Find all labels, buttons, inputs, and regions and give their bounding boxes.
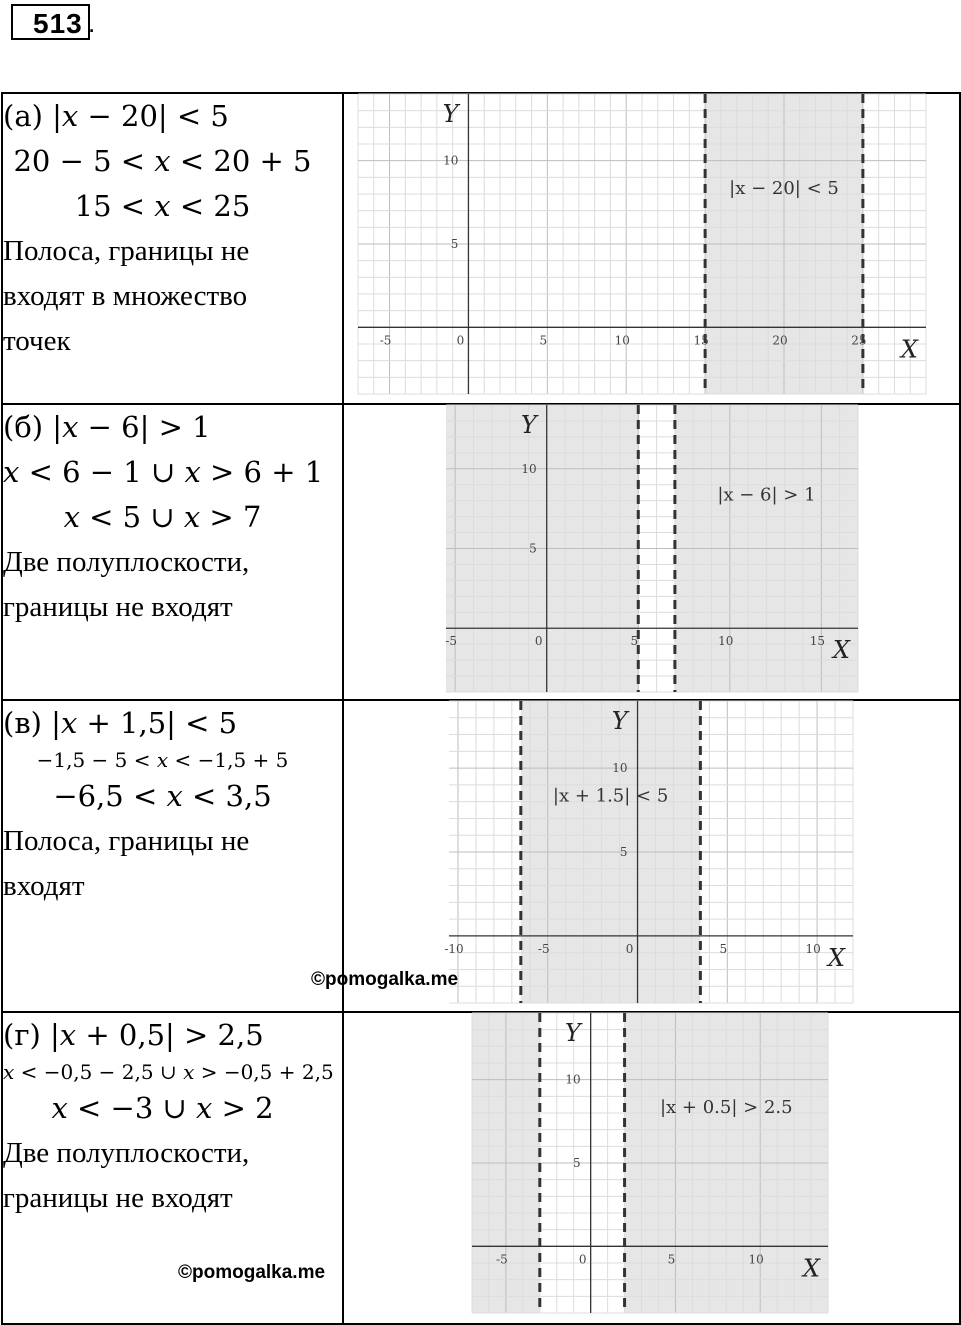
solution-line: 15 < 𝑥 < 25: [74, 189, 251, 223]
description-line: Полоса, границы не: [3, 235, 250, 267]
y-tick-label: 10: [565, 1072, 581, 1087]
table-row: [2, 404, 960, 700]
x-tick-label: 0: [578, 1252, 587, 1267]
y-tick-label: 5: [529, 541, 537, 556]
x-tick-label: 10: [805, 941, 821, 956]
x-axis-label: X: [827, 943, 845, 972]
watermark: ©pomogalka.me: [311, 969, 459, 990]
y-tick-label: 10: [521, 461, 537, 476]
x-tick-label: 10: [748, 1252, 764, 1267]
description-line: входят: [3, 870, 85, 902]
description-line: Полоса, границы не: [3, 825, 250, 857]
solution-line: 𝑥 < −0,5 − 2,5 ∪ 𝑥 > −0,5 + 2,5: [3, 1060, 334, 1084]
x-tick-label: 5: [630, 634, 639, 649]
x-tick-label: 15: [693, 333, 709, 348]
y-axis-label: Y: [520, 411, 537, 439]
graph-b: [446, 405, 858, 692]
graph-d: [472, 1013, 828, 1313]
x-tick-label: -5: [445, 634, 458, 649]
x-tick-label: 0: [456, 333, 465, 348]
description-line: границы не входят: [3, 591, 233, 623]
x-tick-label: 10: [718, 634, 734, 649]
y-tick-label: 5: [573, 1156, 581, 1170]
table-row: [2, 700, 960, 1012]
x-tick-label: 5: [539, 333, 548, 348]
solution-cell-a: [2, 93, 343, 404]
solution-line: 𝑥 < −3 ∪ 𝑥 > 2: [51, 1091, 274, 1125]
x-tick-label: 15: [809, 634, 826, 649]
x-tick-label: 0: [625, 941, 634, 956]
solution-line: (г) |𝑥 + 0,5| > 2,5: [3, 1018, 264, 1052]
solution-line: 𝑥 < 6 − 1 ∪ 𝑥 > 6 + 1: [3, 455, 324, 489]
x-axis-label: X: [802, 1254, 820, 1283]
problem-number: 513: [33, 8, 83, 39]
solution-cell-b: [2, 404, 343, 700]
x-tick-label: 10: [614, 333, 630, 348]
x-axis-label: X: [832, 636, 850, 665]
x-axis-label: X: [900, 335, 918, 364]
x-tick-label: -5: [379, 333, 392, 348]
solution-line: −6,5 < 𝑥 < 3,5: [53, 779, 272, 813]
y-axis-label: Y: [442, 100, 459, 128]
graph-cell-c: [343, 700, 960, 1012]
description-line: границы не входят: [3, 1182, 233, 1214]
region-label: |x − 6| > 1: [717, 484, 816, 506]
x-tick-label: 5: [667, 1252, 676, 1267]
x-tick-label: -10: [444, 941, 464, 956]
graph-cell-d: [343, 1012, 960, 1324]
solution-line: (а) |𝑥 − 20| < 5: [3, 99, 229, 133]
y-axis-label: Y: [611, 707, 628, 735]
solution-line: 𝑥 < 5 ∪ 𝑥 > 7: [63, 500, 262, 534]
y-tick-label: 5: [619, 845, 628, 859]
x-tick-label: 5: [719, 941, 728, 956]
watermark: ©pomogalka.me: [178, 1262, 326, 1283]
problem-number-dot: .: [88, 8, 96, 38]
solution-line: (б) |𝑥 − 6| > 1: [3, 410, 211, 444]
y-tick-label: 5: [450, 237, 459, 251]
solution-line: 20 − 5 < 𝑥 < 20 + 5: [13, 144, 312, 178]
x-tick-label: -5: [537, 941, 550, 956]
region-label: |x + 0.5| > 2.5: [659, 1097, 793, 1118]
solution-cell-c: [2, 700, 343, 1012]
y-axis-label: Y: [564, 1019, 581, 1047]
table-row: [2, 93, 960, 404]
description-line: точек: [3, 325, 71, 357]
table-row: [2, 1012, 960, 1324]
x-tick-label: 25: [851, 333, 867, 348]
region-label: |x + 1.5| < 5: [552, 785, 669, 807]
x-tick-label: -5: [496, 1252, 508, 1267]
region-label: |x − 20| < 5: [729, 178, 839, 199]
description-line: входят в множество: [3, 280, 248, 312]
graph-a: [358, 94, 926, 394]
solution-line: −1,5 − 5 < 𝑥 < −1,5 + 5: [36, 748, 289, 772]
graph-cell-a: [343, 93, 960, 404]
solution-line: (в) |𝑥 + 1,5| < 5: [3, 706, 238, 740]
solution-table: [1, 92, 961, 1325]
graph-c: [444, 701, 853, 1003]
problem-number-box: [11, 4, 90, 40]
x-tick-label: 0: [534, 634, 543, 649]
y-tick-label: 10: [612, 761, 628, 776]
description-line: Две полуплоскости,: [3, 1137, 250, 1169]
description-line: Две полуплоскости,: [3, 546, 250, 578]
graph-cell-b: [343, 404, 960, 700]
y-tick-label: 10: [443, 153, 459, 168]
x-tick-label: 20: [772, 333, 788, 348]
